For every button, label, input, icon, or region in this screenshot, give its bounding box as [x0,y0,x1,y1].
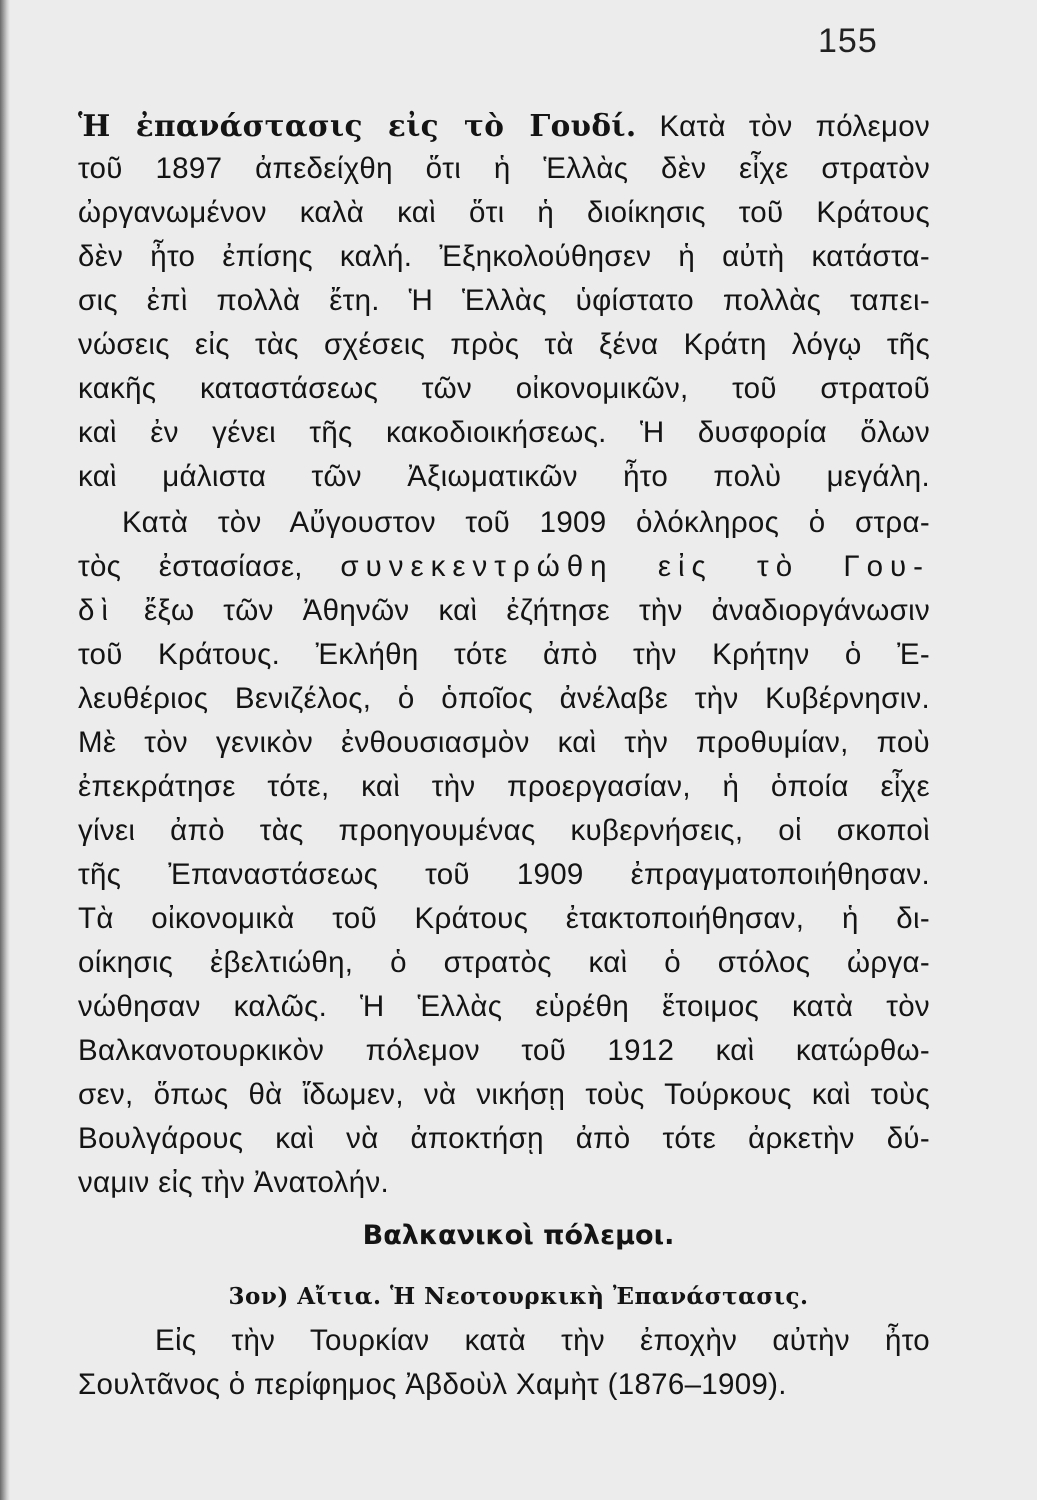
text-line: νώθησαν καλῶς. Ἡ Ἑλλὰς εὑρέθη ἕτοιμος κατὰ τὸν [78,990,930,1023]
text-line: ἐπεκράτησε τότε, καὶ τὴν προεργασίαν, ἡ ὁποία εἶχε [78,770,930,803]
spaced-emphasis-text: δὶ [78,594,115,627]
text-line: νώσεις εἰς τὰς σχέσεις πρὸς τὰ ξένα Κράτη λόγῳ τῆς [78,328,930,361]
spaced-emphasis-text: συνεκεντρώθη εἰς τὸ Γου- [340,550,930,583]
page-number: 155 [818,22,878,60]
text-line: οίκησις ἐβελτιώθη, ὁ στρατὸς καὶ ὁ στόλος ὠργα- [78,946,930,979]
section-subheading: 3ον) Αἴτια. Ἡ Νεοτουρκικὴ Ἐπανάστασις. [228,1283,809,1310]
text-fragment: ἔξω τῶν Ἀθηνῶν καὶ ἐζήτησε τὴν ἀναδιοργάνωσιν [144,594,930,627]
text-line: Κατὰ τὸν Αὔγουστον τοῦ 1909 ὁλόκληρος ὁ στρα- [122,506,930,539]
text-line: καὶ μάλιστα τῶν Ἀξιωματικῶν ἦτο πολὺ μεγάλη. [78,460,930,493]
text-line: καὶ ἐν γένει τῆς κακοδιοικήσεως. Ἡ δυσφορία ὅλων [78,416,930,449]
text-line: τοῦ 1897 ἀπεδείχθη ὅτι ἡ Ἑλλὰς δὲν εἶχε στρατὸν [78,152,930,185]
text-line: ὠργανωμένον καλὰ καὶ ὅτι ἡ διοίκησις τοῦ Κράτους [78,196,930,229]
text-line: κακῆς καταστάσεως τῶν οἰκονομικῶν, τοῦ στρατοῦ [78,372,930,405]
text-line: τοῦ Κράτους. Ἐκλήθη τότε ἀπὸ τὴν Κρήτην ὁ Ἐ- [78,638,930,671]
text-line [78,104,930,148]
text-line: Βαλκανοτουρκικὸν πόλεμον τοῦ 1912 καὶ κατώρθω- [78,1034,930,1067]
section-title: Ἡ ἐπανάστασις εἰς τὸ Γουδί. [78,108,637,143]
chapter-heading: Βαλκανικοὶ πόλεμοι. [362,1220,675,1251]
text-line [78,545,930,589]
text-line: δὲν ἦτο ἐπίσης καλή. Ἐξηκολούθησεν ἡ αὐτὴ κατάστα- [78,240,930,273]
text-fragment: τὸς ἐστασίασε, [78,550,303,583]
text-line: Σουλτᾶνος ὁ περίφημος Ἀβδοὺλ Χαμὴτ (1876–1909). [78,1368,787,1401]
text-line: Τὰ οἰκονομικὰ τοῦ Κράτους ἐτακτοποιήθησαν, ἡ δι- [78,902,930,935]
text-line: σεν, ὅπως θὰ ἴδωμεν, νὰ νικήσῃ τοὺς Τούρκους καὶ τοὺς [78,1078,930,1111]
page-binding-edge [0,0,10,1500]
text-line: ναμιν εἰς τὴν Ἀνατολήν. [78,1166,389,1199]
text-line: Εἰς τὴν Τουρκίαν κατὰ τὴν ἐποχὴν αὐτὴν ἦτο [155,1324,930,1357]
text-line: Βουλγάρους καὶ νὰ ἀποκτήσῃ ἀπὸ τότε ἀρκετὴν δύ- [78,1122,930,1155]
text-line [78,589,930,633]
text-line: γίνει ἀπὸ τὰς προηγουμένας κυβερνήσεις, οἱ σκοποὶ [78,814,930,847]
text-fragment: Κατὰ τὸν πόλεμον [659,110,930,143]
text-line: τῆς Ἐπαναστάσεως τοῦ 1909 ἐπραγματοποιήθησαν. [78,858,930,891]
text-line: Μὲ τὸν γενικὸν ἐνθουσιασμὸν καὶ τὴν προθυμίαν, ποὺ [78,726,930,759]
text-line: σις ἐπὶ πολλὰ ἔτη. Ἡ Ἑλλὰς ὑφίστατο πολλὰς ταπει- [78,284,930,317]
text-line: λευθέριος Βενιζέλος, ὁ ὁποῖος ἀνέλαβε τὴν Κυβέρνησιν. [78,682,930,715]
